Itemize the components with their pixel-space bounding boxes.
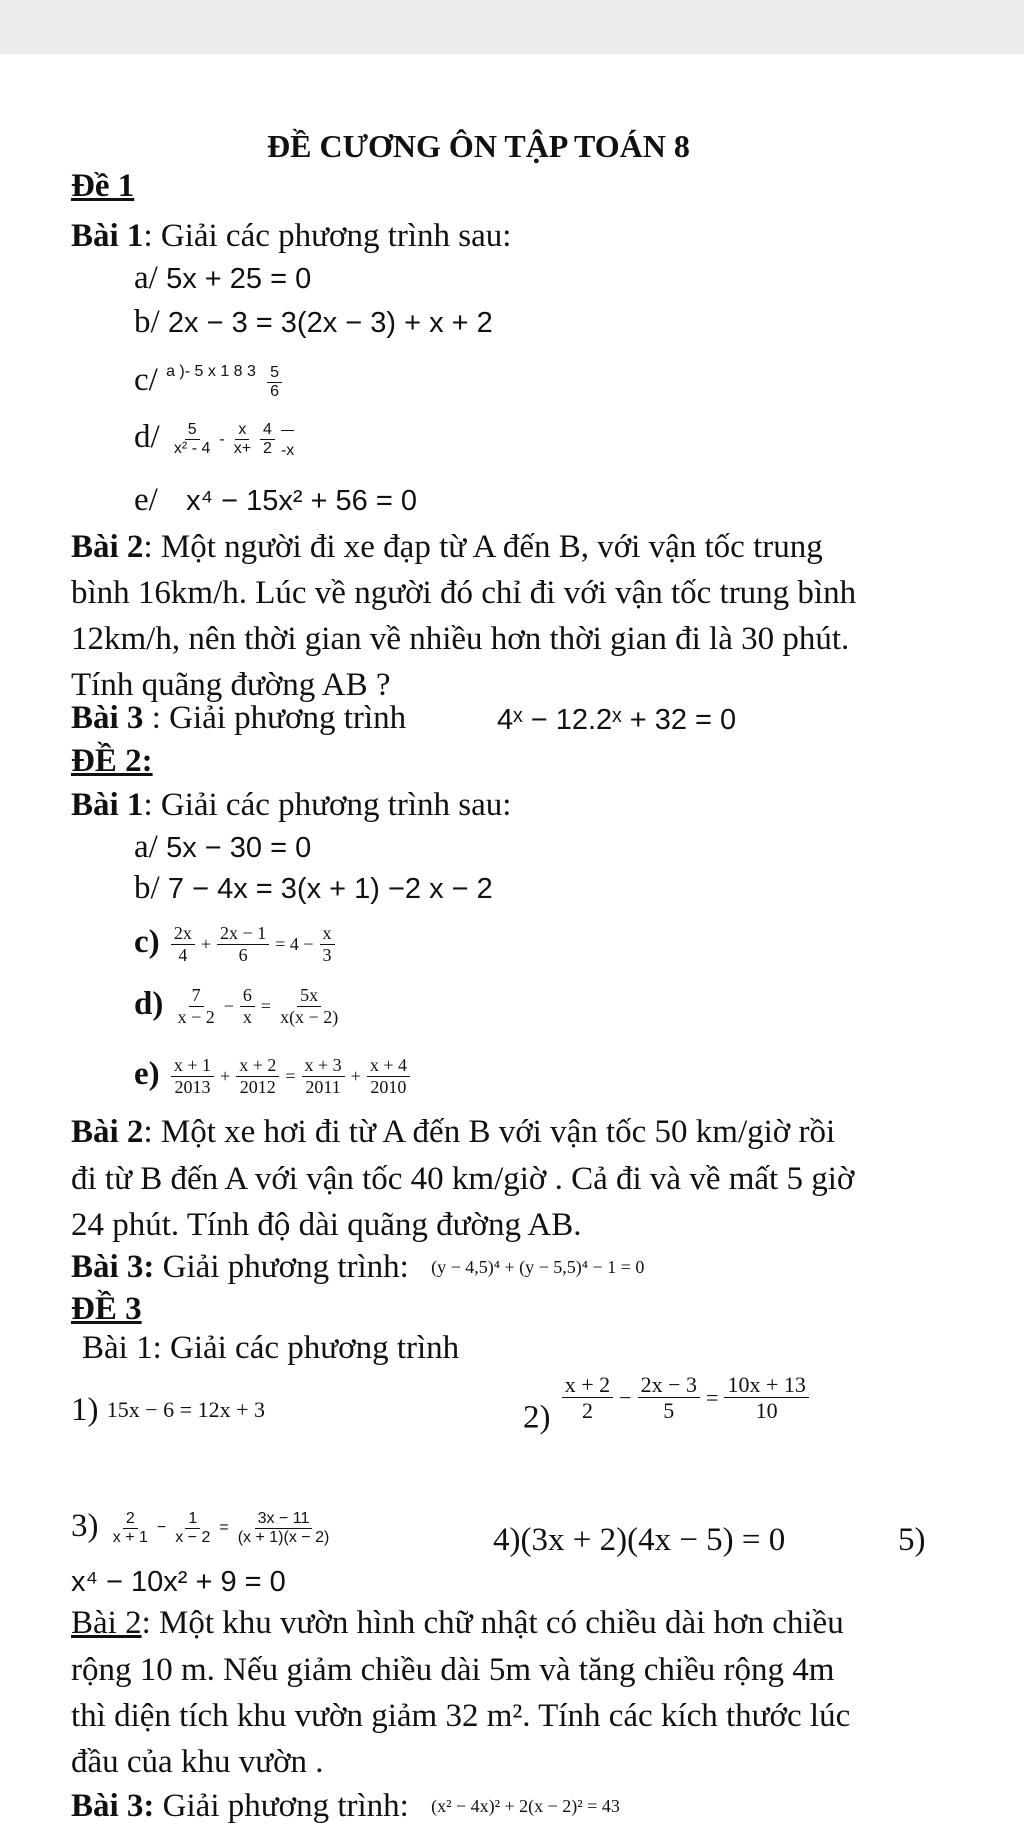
de2-bai3-label: Bài 3: (71, 1249, 155, 1285)
de3-p3: 3) $\frac{2}{x + 1}$ − $\frac{1}{x - 2}$ = $\frac{3x - 11}{(x + 1)(x - 2)}$ (71, 1506, 335, 1548)
de3-p2-num2: 2x − 3 (638, 1372, 700, 1398)
de1-bai2-line4: Tính quãng đường AB ? (71, 667, 391, 703)
de3-p2-label: 2) (523, 1399, 551, 1436)
de1-d-label: d/ (134, 419, 160, 456)
de1-bai1-text: : Giải các phương trình sau: (143, 218, 512, 254)
de3-bai3-equation: (x² − 4x)² + 2(x − 2)² = 43 (431, 1796, 620, 1816)
de2-e-frac2 (236, 1055, 279, 1097)
de3-p3-num2: 1 (185, 1510, 200, 1529)
de2-d-frac3 (277, 985, 341, 1027)
de3-p2-frac2 (638, 1372, 700, 1424)
de1-bai2-label: Bài 2 (71, 529, 144, 565)
de2-d-label: d) (134, 986, 164, 1022)
de3-bai2-label: Bài 2 (71, 1605, 142, 1641)
de1-d-frac2 (231, 421, 254, 459)
de1-d-den2: x+ (233, 440, 252, 457)
de2-c-frac2 (217, 923, 269, 965)
de2-bai1 (71, 785, 511, 825)
de2-d-den2: x (242, 1006, 252, 1027)
de2-e-num4: x + 4 (367, 1055, 410, 1077)
de3-bai3-text: Giải phương trình: (154, 1788, 409, 1824)
de1-c-equation: a )- 5 x 1 8 3 (166, 363, 256, 380)
de1-a-label: a/ (134, 260, 158, 296)
de3-bai2 (71, 1603, 844, 1643)
de1-c-den: 6 (270, 382, 280, 400)
de1-bai3-equation: 4ˣ − 12.2ˣ + 32 = 0 (497, 704, 737, 736)
de2-bai1-label: Bài 1 (71, 787, 144, 823)
page-title: ĐỀ CƯƠNG ÔN TẬP TOÁN 8 (267, 128, 690, 164)
de3-p1-equation: 15x − 6 = 12x + 3 (106, 1397, 265, 1422)
de2-b-label: b/ (134, 870, 160, 906)
de3-bai2-line2: rộng 10 m. Nếu giảm chiều dài 5m và tăng chiều rộng 4m (71, 1652, 835, 1688)
de2-e-den3: 2011 (305, 1076, 341, 1097)
de3-bai3-label: Bài 3: (71, 1788, 155, 1824)
de3-p3-num1: 2 (123, 1510, 138, 1529)
de2-c-den1: 4 (178, 944, 188, 965)
de1-bai2-line2: bình 16km/h. Lúc về người đó chỉ đi với vận tốc trung bình (71, 575, 857, 611)
de2-bai2-line3: 24 phút. Tính độ dài quãng đường AB. (71, 1207, 582, 1243)
de2-d-num1: 7 (189, 985, 204, 1007)
de2-d-num2: 6 (240, 985, 255, 1007)
de2-c-frac3 (320, 923, 335, 965)
de1-bai1-b (134, 302, 493, 343)
de2-d-den3: x(x − 2) (280, 1006, 339, 1027)
de1-d-frac1 (171, 421, 213, 459)
de2-c-num1: 2x (171, 923, 195, 945)
de2-bai1-c: c) $\frac{2x}{4}$ + $\frac{2x - 1}{6}$ = 4 − $\frac{x}{3}$ (134, 922, 338, 966)
de2-c-num2: 2x − 1 (217, 923, 269, 945)
de2-b-equation: 7 − 4x = 3(x + 1) −2 x − 2 (167, 873, 493, 905)
de3-p2-frac1 (562, 1372, 613, 1424)
de1-bai1-e (134, 480, 417, 521)
de3-p2-den1: 2 (581, 1398, 593, 1424)
de2-c-num3: x (320, 923, 335, 945)
de2-c-mid: = 4 − (275, 934, 314, 955)
de1-bai2-line1: : Một người đi xe đạp từ A đến B, với vận tốc trung (143, 529, 823, 565)
de1-d-num1: 5 (185, 421, 200, 440)
de3-bai3 (71, 1786, 620, 1826)
de3-p2-num3: 10x + 13 (724, 1372, 808, 1398)
de1-a-equation: 5x + 25 = 0 (166, 263, 312, 295)
de2-bai2-line1: : Một xe hơi đi từ A đến B với vận tốc 50 km/giờ rồi (143, 1114, 836, 1150)
de2-d-frac1 (175, 985, 218, 1027)
de2-heading: ĐỀ 2: (71, 743, 153, 779)
de1-bai1-label: Bài 1 (71, 218, 144, 254)
de2-a-equation: 5x − 30 = 0 (166, 832, 312, 864)
de3-p3-num3: 3x − 11 (255, 1510, 313, 1529)
de1-b-equation: 2x − 3 = 3(2x − 3) + x + 2 (167, 307, 493, 339)
de2-bai3-text: Giải phương trình: (154, 1249, 409, 1285)
de3-p3-frac3 (235, 1510, 333, 1548)
de1-d-num2: x (235, 421, 249, 440)
de2-bai2-label: Bài 2 (71, 1114, 144, 1150)
de2-bai3 (71, 1247, 644, 1287)
de3-bai2-line4: đầu của khu vườn . (71, 1744, 324, 1780)
de3-bai1-title: Bài 1: Giải các phương trình (82, 1330, 460, 1366)
de2-bai1-text: : Giải các phương trình sau: (143, 787, 512, 823)
de3-heading: ĐỀ 3 (71, 1291, 142, 1327)
de2-e-num2: x + 2 (236, 1055, 279, 1077)
de3-bai2-line1: : Một khu vườn hình chữ nhật có chiều dài hơn chiều (141, 1605, 844, 1641)
de1-heading: Đề 1 (71, 168, 135, 204)
de2-bai1-b (134, 868, 493, 909)
de1-bai3-label: Bài 3 (71, 700, 144, 736)
de1-c-label: c/ (134, 362, 158, 398)
de3-p2-num1: x + 2 (562, 1372, 613, 1398)
de2-bai3-equation: (y − 4,5)⁴ + (y − 5,5)⁴ − 1 = 0 (431, 1257, 645, 1277)
de3-p3-frac2 (172, 1510, 213, 1548)
de2-e-frac3 (302, 1055, 345, 1097)
de2-c-label: c) (134, 924, 160, 960)
de1-bai1-c (134, 352, 285, 401)
de2-e-den1: 2013 (174, 1076, 211, 1097)
de1-e-label: e/ (134, 482, 158, 518)
de2-bai1-e: e) $\frac{x + 1}{2013}$ + $\frac{x + 2}{2012}$ = $\frac{x + 3}{2011}$ + $\frac{x + 4}{2010}$ (134, 1054, 413, 1098)
de2-e-num1: x + 1 (171, 1055, 214, 1077)
de3-p3-frac1 (110, 1510, 151, 1548)
de3-p3-label: 3) (71, 1508, 99, 1544)
de3-p2-frac3 (724, 1372, 808, 1424)
de3-p5-label: 5) (898, 1522, 926, 1558)
de2-c-frac1 (171, 923, 195, 965)
de3-p1-label: 1) (71, 1392, 99, 1428)
de1-bai1 (71, 216, 511, 256)
de1-bai1-d: d/ $\frac{5}{\text{x² - 4}}$ - $\frac{x}{x+}$ $\frac{4}{2}$ -x (134, 408, 297, 471)
de3-p4: 4)(3x + 2)(4x − 5) = 0 (493, 1522, 786, 1558)
de2-c-den2: 6 (238, 944, 248, 965)
de1-bai2 (71, 527, 823, 567)
de3-p2-den3: 10 (755, 1398, 778, 1424)
de2-bai2-line2: đi từ B đến A với vận tốc 40 km/giờ . Cả đi và về mất 5 giờ (71, 1161, 855, 1197)
de1-bai3-text: : Giải phương trình (143, 700, 407, 736)
de1-bai3 (71, 698, 406, 738)
de1-d-num3: 4 (260, 421, 275, 440)
de2-e-den2: 2012 (239, 1076, 276, 1097)
de1-b-label: b/ (134, 304, 160, 340)
de2-c-den3: 3 (322, 944, 332, 965)
de2-bai2 (71, 1112, 835, 1152)
de1-d-den4: -x (281, 430, 294, 471)
de2-d-num3: 5x (297, 985, 321, 1007)
de1-d-den3: 2 (263, 440, 272, 457)
de2-a-label: a/ (134, 829, 158, 865)
de3-p2-den2: 5 (663, 1398, 675, 1424)
de3-p1 (71, 1390, 265, 1430)
de3-p3-den1: x + 1 (112, 1528, 148, 1546)
de1-c-frac (267, 364, 282, 402)
de1-c-num: 5 (267, 364, 282, 383)
de2-e-label: e) (134, 1056, 160, 1092)
de3-p5-equation: x⁴ − 10x² + 9 = 0 (71, 1566, 286, 1598)
top-bar (0, 0, 1024, 54)
de2-d-den1: x − 2 (177, 1006, 215, 1027)
de1-d-frac3 (260, 421, 275, 459)
de2-d-frac2 (240, 985, 255, 1027)
de2-bai1-d: d) $\frac{7}{x - 2}$ − $\frac{6}{x}$ = $\frac{5x}{x(x - 2)}$ (134, 984, 344, 1028)
de3-p3-den3: (x + 1)(x − 2) (237, 1528, 330, 1546)
de2-e-frac1 (171, 1055, 214, 1097)
de2-e-den4: 2010 (370, 1076, 407, 1097)
de3-p3-den2: x − 2 (175, 1528, 211, 1546)
de1-e-equation: x⁴ − 15x² + 56 = 0 (186, 485, 417, 517)
de2-bai1-a (134, 827, 311, 868)
de3-bai2-line3: thì diện tích khu vườn giảm 32 m². Tính các kích thước lúc (71, 1698, 851, 1734)
de2-e-num3: x + 3 (302, 1055, 345, 1077)
de2-e-frac4 (367, 1055, 410, 1097)
de3-p2: 2) $\frac{x + 2}{2}$ − $\frac{2x - 3}{5}$ = $\frac{10x + 13}{10}$ (523, 1372, 812, 1437)
de1-d-den1: x² - 4 (173, 440, 211, 457)
de1-bai2-line3: 12km/h, nên thời gian về nhiều hơn thời gian đi là 30 phút. (71, 621, 850, 657)
de1-bai1-a (134, 258, 311, 299)
